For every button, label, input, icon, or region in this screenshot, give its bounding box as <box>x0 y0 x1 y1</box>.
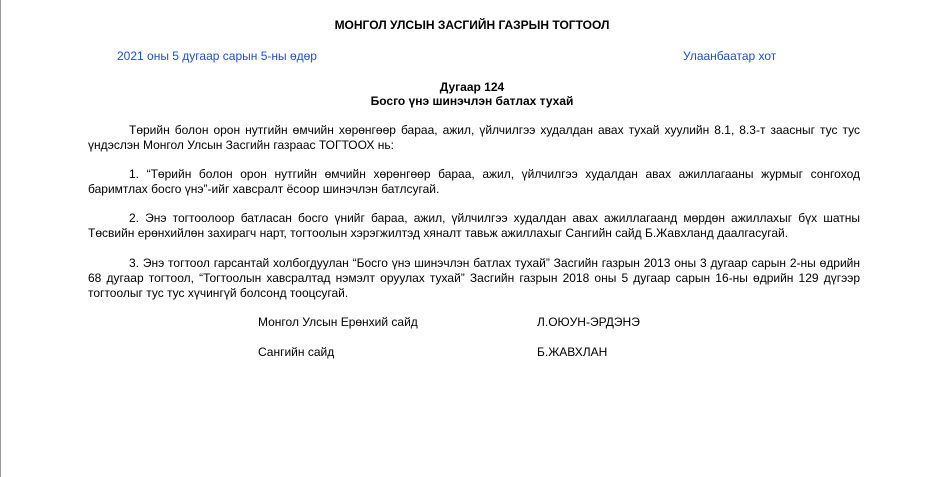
paragraph-intro: Төрийн болон орон нутгийн өмчийн хөрөнгөөр бараа, ажил, үйлчилгээ худалдан авах тухай хуулийн 8.1, 8.3-т заасныг тус тус үндэслэн Монгол Улсын Засгийн газраас ТОГТООХ нь: <box>88 123 860 152</box>
document-place: Улаанбаатар хот <box>683 49 777 63</box>
paragraph-3: 3. Энэ тогтоол гарсантай холбогдуулан “Босго үнэ шинэчлэн батлах тухай” Засгийн газрын 2013 оны 3 дугаар сарын 2-ны өдрийн 68 дугаар тогтоол, “Тогтоолын хавсралтад нэмэлт оруулах тухай” Засгийн газрын 2018 оны 5 дугаар сарын 16-ны өдрийн 129 дүгээр тогтоолыг тус тус хүчингүй болсонд тооцсугай. <box>88 256 860 300</box>
document-date: 2021 оны 5 дугаар сарын 5-ны өдөр <box>117 49 317 63</box>
document-title: МОНГОЛ УЛСЫН ЗАСГИЙН ГАЗРЫН ТОГТООЛ <box>334 18 610 32</box>
document-number: Дугаар 124 <box>439 80 505 94</box>
signature-name-finance-minister: Б.ЖАВХЛАН <box>537 345 608 359</box>
document-subject: Босго үнэ шинэчлэн батлах тухай <box>370 94 574 108</box>
paragraph-2: 2. Энэ тогтоолоор батласан босго үнийг бараа, ажил, үйлчилгээ худалдан авах ажиллагаанд мөрдөн ажиллахыг бүх шатны Төсвийн ерөнхийлөн захирагч нарт, тогтоолын хэрэгжилтэд хяналт тавьж ажиллахыг Сангийн сайд Б.Жавхланд даалгасугай. <box>88 211 860 240</box>
signature-role-finance-minister: Сангийн сайд <box>258 345 335 359</box>
paragraph-1: 1. “Төрийн болон орон нутгийн өмчийн хөрөнгөөр бараа, ажил, үйлчилгээ худалдан авах ажиллагааны журмыг сонгоход баримтлах босго үнэ”-ийг хавсралт ёсоор шинэчлэн батлсугай. <box>88 167 860 196</box>
signature-name-prime-minister: Л.ОЮУН-ЭРДЭНЭ <box>537 315 640 329</box>
signature-role-prime-minister: Монгол Улсын Ерөнхий сайд <box>258 315 418 329</box>
page-left-border <box>0 0 1 477</box>
